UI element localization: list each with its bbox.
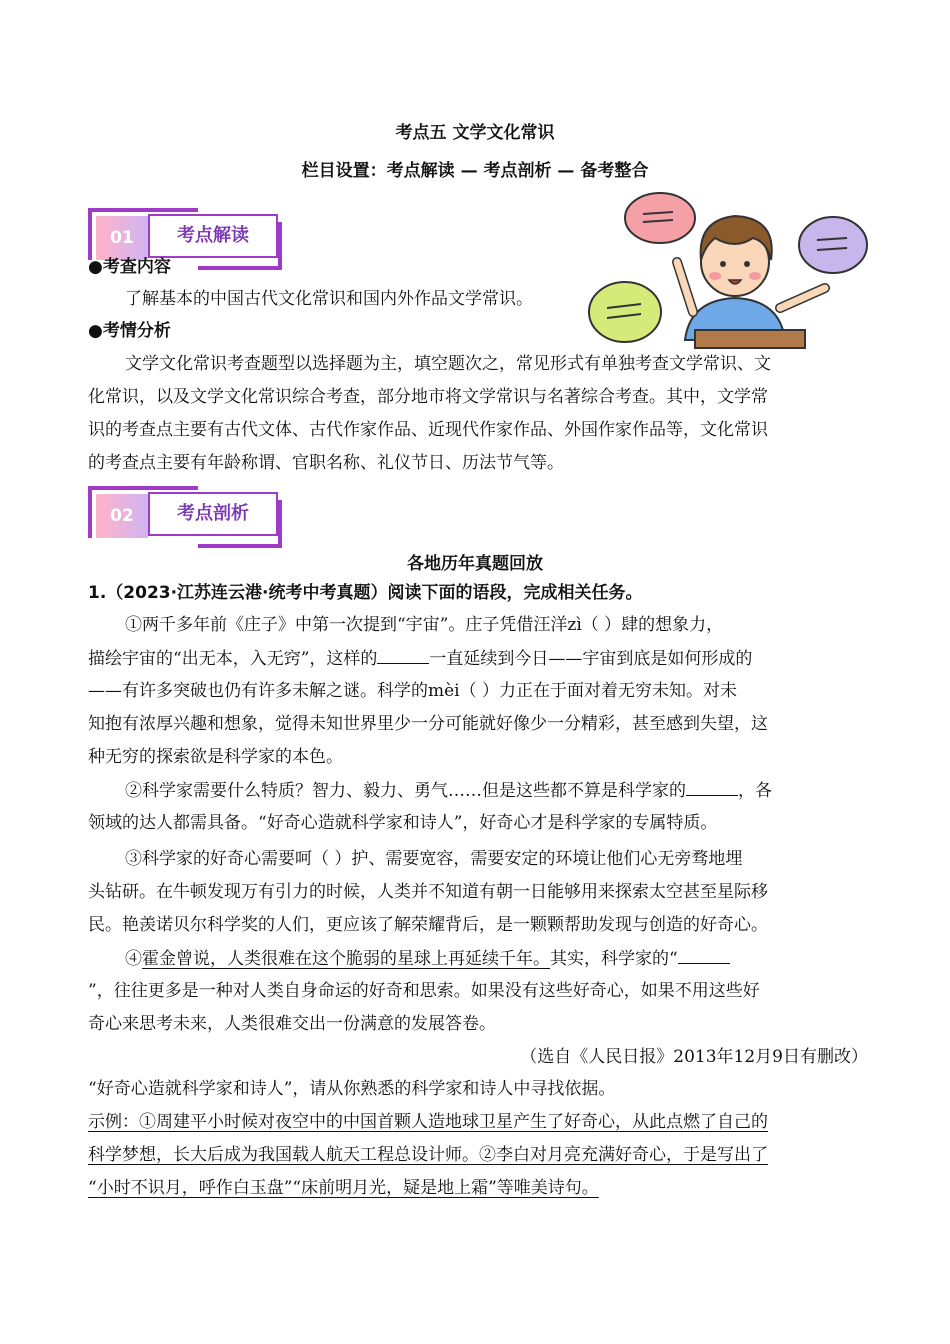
- passage-line: 头钻研。在牛顿发现万有引力的时候，人类并不知道有朝一日能够用来探索太空甚至星际移: [88, 882, 768, 902]
- page-subtitle: 栏目设置：考点解读 — 考点剖析 — 备考整合: [301, 161, 649, 181]
- fill-blank: [686, 779, 738, 796]
- section-label: 考点解读: [148, 214, 278, 258]
- passage-line: 种无穷的探索欲是科学家的本色。: [88, 747, 343, 767]
- analysis-line: 的考查点主要有年龄称谓、官职名称、礼仪节日、历法节气等。: [88, 453, 564, 473]
- passage-line: 民。艳羡诺贝尔科学奖的人们，更应该了解荣耀背后，是一颗颗帮助发现与创造的好奇心。: [88, 915, 768, 935]
- section-number: 02: [96, 494, 148, 538]
- passage-line: 奇心来思考未来，人类很难交出一份满意的发展答卷。: [88, 1014, 496, 1034]
- fill-blank: [678, 947, 730, 964]
- passage-line: ②科学家需要什么特质？智力、毅力、勇气……但是这些都不算是科学家的 ，各: [125, 781, 772, 801]
- source-citation: （选自《人民日报》2013年12月9日有删改）: [520, 1047, 868, 1067]
- passage-line: ③科学家的好奇心需要呵（ ）护、需要宽容，需要安定的环境让他们心无旁骛地埋: [125, 849, 743, 869]
- passage-line: 知抱有浓厚兴趣和想象，觉得未知世界里少一分可能就好像少一分精彩，甚至感到失望，这: [88, 714, 768, 734]
- content-text: 了解基本的中国古代文化常识和国内外作品文学常识。: [125, 289, 533, 309]
- answer-line: 科学梦想，长大后成为我国载人航天工程总设计师。②李白对月亮充满好奇心，于是写出了: [88, 1145, 768, 1165]
- underlined-sentence: 霍金曾说，人类很难在这个脆弱的星球上再延续千年。: [142, 949, 550, 969]
- heading-content: ●考查内容: [88, 257, 171, 277]
- page-title: 考点五 文学文化常识: [395, 123, 555, 143]
- answer-line: 示例：①周建平小时候对夜空中的中国首颗人造地球卫星产生了好奇心，从此点燃了自己的: [88, 1112, 768, 1132]
- task-text: “好奇心造就科学家和诗人”，请从你熟悉的科学家和诗人中寻找依据。: [88, 1079, 616, 1099]
- section-banner-02: [88, 486, 288, 548]
- passage-line: ——有许多突破也仍有许多未解之谜。科学的mèi（ ）力正在于面对着无穷未知。对未: [88, 681, 738, 701]
- analysis-line: 识的考查点主要有古代文体、古代作家作品、近现代作家作品、外国作家作品等，文化常识: [88, 420, 768, 440]
- analysis-line: 化常识，以及文学文化常识综合考查，部分地市将文学常识与名著综合考查。其中，文学常: [88, 387, 768, 407]
- question-stem: 1.（2023·江苏连云港·统考中考真题）阅读下面的语段，完成相关任务。: [88, 583, 643, 603]
- passage-line: ”，往往更多是一种对人类自身命运的好奇和思索。如果没有这些好奇心，如果不用这些好: [88, 981, 760, 1001]
- passage-line: 描绘宇宙的“出无本，入无窍”，这样的 一直延续到今日——宇宙到底是如何形成的: [88, 649, 753, 669]
- subheading: 各地历年真题回放: [407, 554, 543, 574]
- fill-blank: [377, 647, 429, 664]
- answer-line: “小时不识月，呼作白玉盘”“床前明月光，疑是地上霜”等唯美诗句。: [88, 1178, 599, 1198]
- speech-bubble-icon: [625, 193, 695, 243]
- passage-line: ④霍金曾说，人类很难在这个脆弱的星球上再延续千年。其实，科学家的“: [125, 947, 905, 970]
- heading-analysis: ●考情分析: [88, 321, 171, 341]
- passage-line: ①两千多年前《庄子》中第一次提到“宇宙”。庄子凭借汪洋zì（ ）肆的想象力，: [125, 615, 724, 635]
- analysis-line: 文学文化常识考查题型以选择题为主，填空题次之，常见形式有单独考查文学常识、文: [125, 354, 771, 374]
- section-number: 01: [96, 216, 148, 260]
- passage-line: 领域的达人都需具备。“好奇心造就科学家和诗人”，好奇心才是科学家的专属特质。: [88, 813, 718, 833]
- section-label: 考点剖析: [148, 492, 278, 536]
